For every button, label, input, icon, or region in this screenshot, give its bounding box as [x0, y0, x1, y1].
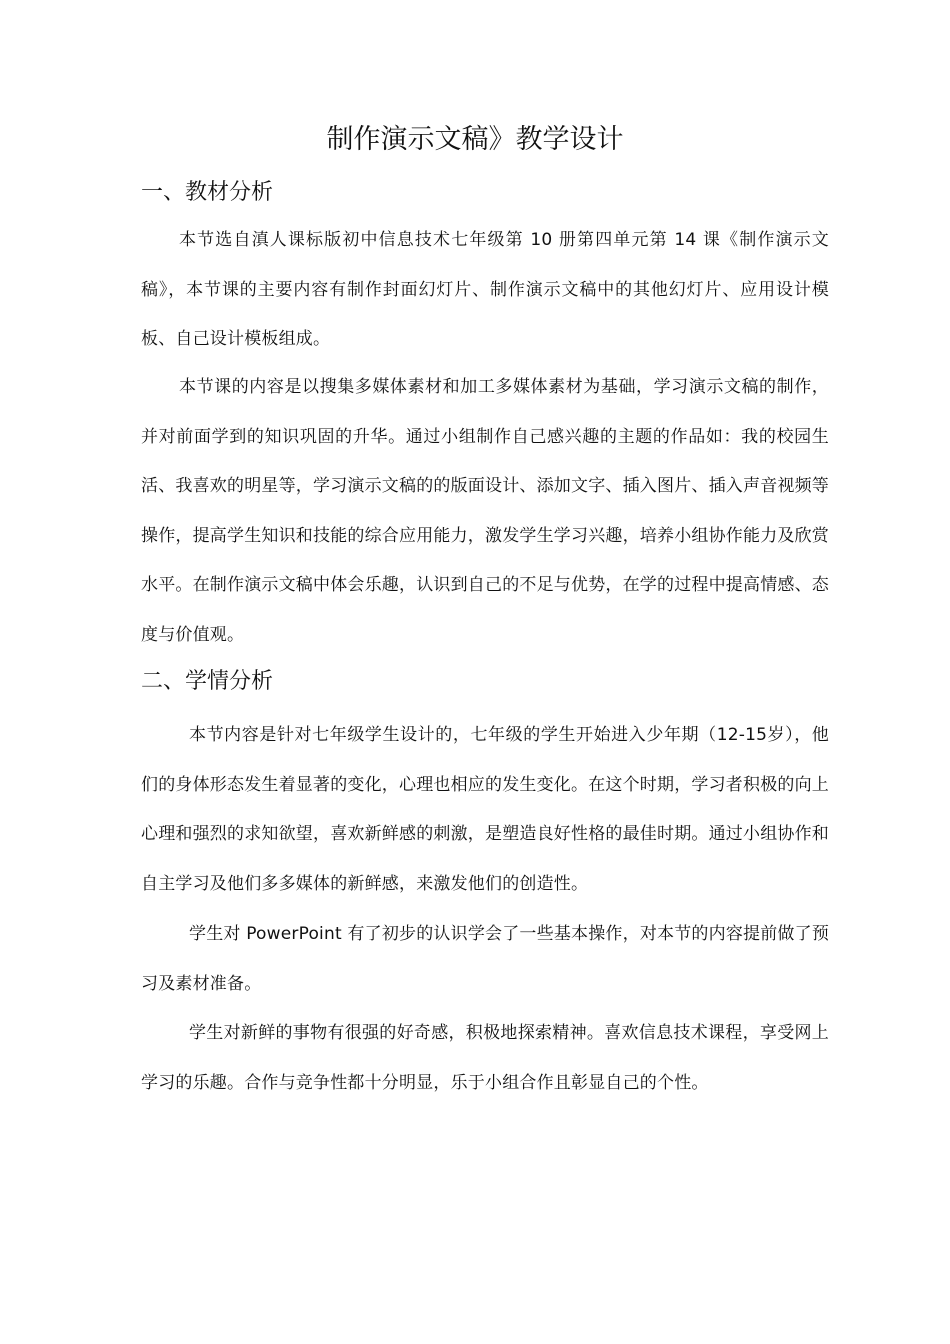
section-heading-textbook-analysis: 一、教材分析 [141, 180, 274, 205]
paragraph: 本节课的内容是以搜集多媒体素材和加工多媒体素材为基础，学习演示文稿的制作，并对前面学到的知识巩固的升华。通过小组制作自己感兴趣的主题的作品如：我的校园生活、我喜欢的明星等，学习演示文稿的的版面设计、添加文字、插入图片、插入声音视频等操作，提高学生知识和技能的综合应用能力，激发学生学习兴趣，培养小组协作能力及欣赏水平。在制作演示文稿中体会乐趣，认识到自己的不足与优势，在学的过程中提高情感、态度与价值观。 [141, 377, 829, 645]
paragraph: 学生对 PowerPoint 有了初步的认识学会了一些基本操作，对本节的内容提前做了预习及素材准备。 [141, 924, 830, 994]
section-heading-learner-analysis: 二、学情分析 [141, 669, 274, 694]
paragraph: 本节内容是针对七年级学生设计的，七年级的学生开始进入少年期（12-15岁），他们的身体形态发生着显著的变化，心理也相应的发生变化。在这个时期，学习者积极的向上心理和强烈的求知欲望，喜欢新鲜感的刺激，是塑造良好性格的最佳时期。通过小组协作和自主学习及他们多多媒体的新鲜感，来激发他们的创造性。 [141, 725, 829, 894]
paragraph: 学生对新鲜的事物有很强的好奇感，积极地探索精神。喜欢信息技术课程，享受网上学习的乐趣。合作与竞争性都十分明显，乐于小组合作且彰显自己的个性。 [141, 1023, 829, 1093]
document-title: 制作演示文稿》教学设计 [326, 124, 624, 155]
paragraph: 本节选自滇人课标版初中信息技术七年级第 10 册第四单元第 14 课《制作演示文稿》，本节课的主要内容有制作封面幻灯片、制作演示文稿中的其他幻灯片、应用设计模板、自己设计模板组成。 [141, 230, 829, 349]
